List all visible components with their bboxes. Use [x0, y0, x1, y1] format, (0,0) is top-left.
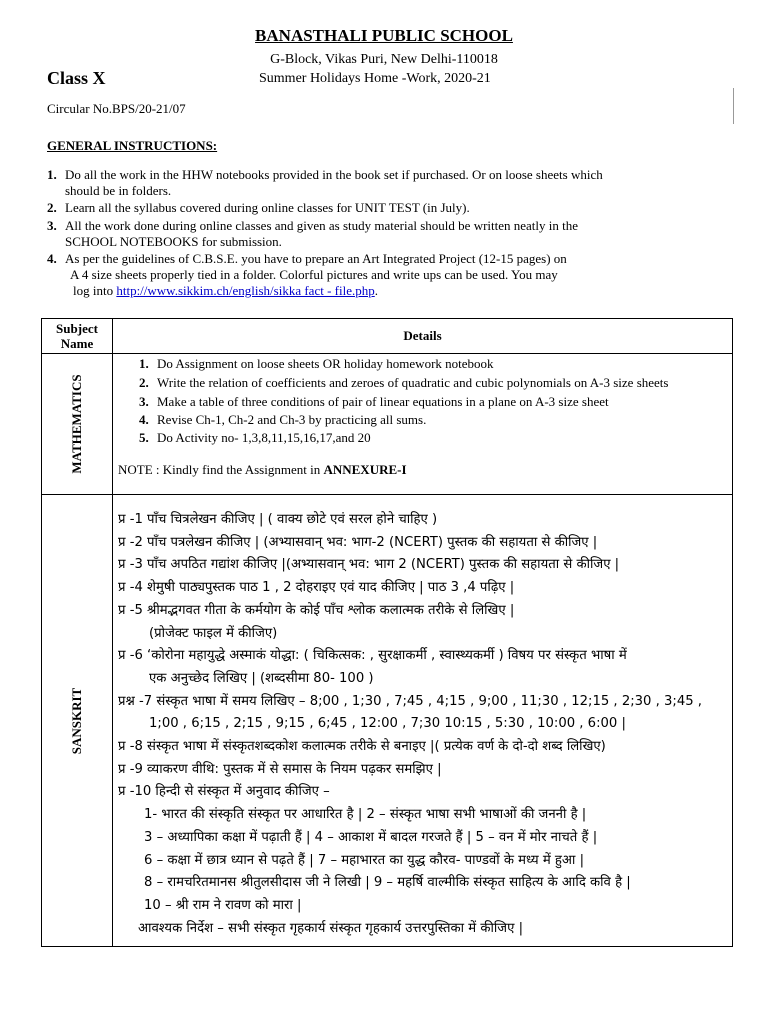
subject-cell [42, 495, 113, 947]
item-text: Write the relation of coefficients and zeroes of quadratic and cubic polynomials on A-3 size sheets [157, 375, 669, 390]
list-item: 10 – श्री राम ने रावण को मारा | [144, 897, 302, 913]
circular-number: Circular No.BPS/20-21/07 [47, 101, 186, 116]
mathematics-details [113, 354, 733, 495]
school-name: BANASTHALI PUBLIC SCHOOL [255, 26, 513, 45]
instruction-item [47, 251, 727, 299]
school-address: G-Block, Vikas Puri, New Delhi-110018 [270, 52, 498, 67]
item-number: 1. [139, 356, 149, 371]
instruction-text: log into [73, 283, 117, 298]
list-item [113, 412, 732, 428]
list-item: प्र -4 शेमुषी पाठ्यपुस्तक पाठ 1 , 2 दोहराइए एवं याद कीजिए | पाठ 3 ,4 पढ़िए | [118, 580, 515, 596]
instruction-number: 2. [47, 200, 57, 215]
list-item: प्र -2 पाँच पत्रलेखन कीजिए | (अभ्यासवान् भव: भाग-2 (NCERT) पुस्तक की सहायता से कीजिए | [118, 534, 598, 550]
list-item [113, 394, 732, 410]
list-item [113, 430, 732, 446]
mathematics-row [42, 354, 733, 495]
instruction-text: SCHOOL NOTEBOOKS for submission. [65, 234, 282, 249]
list-item: 8 – रामचरितमानस श्रीतुलसीदास जी ने लिखी | 9 – महर्षि वाल्मीकि संस्कृत साहित्य के आदि कवि है | [144, 875, 631, 891]
instruction-number: 3. [47, 218, 57, 233]
details-header: Details [113, 319, 733, 354]
list-item: आवश्यक निर्देश – सभी संस्कृत गृहकार्य संस्कृत गृहकार्य उत्तरपुस्तिका में कीजिए | [138, 920, 524, 936]
list-item: प्र -1 पाँच चित्रलेखन कीजिए | ( वाक्य छोटे एवं सरल होने चाहिए ) [118, 512, 438, 527]
instruction-text: Do all the work in the HHW notebooks provided in the book set if purchased. Or on loose sheets which [65, 167, 603, 182]
item-text: Do Activity no- 1,3,8,11,15,16,17,and 20 [157, 430, 371, 445]
note-text: NOTE : Kindly find the Assignment in [118, 462, 324, 477]
subject-cell [42, 354, 113, 495]
list-item: (प्रोजेक्ट फाइल में कीजिए) [149, 625, 278, 641]
instruction-item [47, 200, 727, 216]
sanskrit-list [113, 495, 732, 946]
mathematics-list [113, 356, 732, 446]
list-item: 1;00 , 6;15 , 2;15 , 9;15 , 6;45 , 12:00 , 7;30 10:15 , 5:30 , 10:00 , 6:00 | [149, 716, 626, 732]
instruction-text: . [374, 283, 378, 298]
item-number: 4. [139, 412, 149, 427]
instruction-text: All the work done during online classes and given as study material should be written neatly in the [65, 218, 579, 233]
list-item: प्र -10 हिन्दी से संस्कृत में अनुवाद कीजिए – [118, 784, 330, 800]
list-item: 3 – अध्यापिका कक्षा में पढ़ाती हैं | 4 – आकाश में बादल गरजते हैं | 5 – वन में मोर नाचते हैं | [144, 829, 598, 845]
subject-name-header: Subject Name [42, 319, 113, 354]
item-number: 3. [139, 394, 149, 409]
list-item: प्र -8 संस्कृत भाषा में संस्कृतशब्दकोश कलात्मक तरीके से बनाइए |( प्रत्येक वर्ण के दो-दो शब्द लिखिए) [118, 739, 606, 755]
list-item: प्र -6 ‘कोरोना महायुद्धे अस्माकं योद्धा: ( चिकित्सक: , सुरक्षाकर्मी , स्वास्थ्यकर्मी ) विषय पर संस्कृत भाषा में [118, 648, 627, 664]
list-item [113, 375, 732, 391]
class-label: Class X [47, 68, 106, 88]
homework-table [41, 318, 733, 947]
list-item: प्रश्न -7 संस्कृत भाषा में समय लिखिए – 8;00 , 1;30 , 7;45 , 4;15 , 9;00 , 11;30 , 12;15 , 2;30 , 3;45 , [118, 693, 703, 709]
list-item: प्र -3 पाँच अपठित गद्यांश कीजिए |(अभ्यासवान् भव: भाग 2 (NCERT) पुस्तक की सहायता से कीजिए | [118, 557, 620, 573]
annexure-label: ANNEXURE-I [323, 462, 407, 477]
instruction-number: 4. [47, 251, 57, 266]
list-item: प्र -5 श्रीमद्भगवत गीता के कर्मयोग के कोई पाँच श्लोक कलात्मक तरीके से लिखिए | [118, 602, 515, 618]
corner-box [577, 88, 734, 124]
list-item: प्र -9 व्याकरण वीथि: पुस्तक में से समास के नियम पढ़कर समझिए | [118, 761, 442, 777]
list-item [113, 356, 732, 372]
sikka-fact-link[interactable]: http://www.sikkim.ch/english/sikka fact - file.php [116, 283, 375, 298]
instruction-number: 1. [47, 167, 57, 182]
item-number: 2. [139, 375, 149, 390]
sanskrit-row [42, 495, 733, 947]
list-item: 1- भारत की संस्कृति संस्कृत पर आधारित है | 2 – संस्कृत भाषा सभी भाषाओं की जननी है | [144, 807, 587, 823]
instruction-text: A 4 size sheets properly tied in a folder. Colorful pictures and write ups can be used. You may [70, 267, 558, 282]
item-number: 5. [139, 430, 149, 445]
subject-mathematics: MATHEMATICS [69, 374, 84, 474]
instruction-text: should be in folders. [65, 183, 172, 198]
list-item: 6 – कक्षा में छात्र ध्यान से पढ़ते हैं | 7 – महाभारत का युद्ध कौरव- पाण्डवों के मध्य में हुआ | [144, 852, 585, 868]
instructions-heading: GENERAL INSTRUCTIONS: [47, 138, 218, 153]
item-text: Revise Ch-1, Ch-2 and Ch-3 by practicing all sums. [157, 412, 427, 427]
subject-sanskrit: SANSKRIT [69, 687, 84, 754]
instruction-item [47, 167, 727, 199]
sanskrit-details [113, 495, 733, 947]
instruction-text: Learn all the syllabus covered during online classes for UNIT TEST (in July). [65, 200, 470, 215]
table-header-row [42, 319, 733, 354]
homework-title: Summer Holidays Home -Work, 2020-21 [259, 71, 491, 86]
list-item: एक अनुच्छेद लिखिए | (शब्दसीमा 80- 100 ) [149, 670, 374, 686]
instruction-item [47, 218, 727, 250]
item-text: Do Assignment on loose sheets OR holiday homework notebook [157, 356, 494, 371]
assignment-note [113, 462, 732, 478]
instruction-text: As per the guidelines of C.B.S.E. you have to prepare an Art Integrated Project (12-15 pages) on [65, 251, 567, 266]
item-text: Make a table of three conditions of pair of linear equations in a plane on A-3 size sheet [157, 394, 609, 409]
